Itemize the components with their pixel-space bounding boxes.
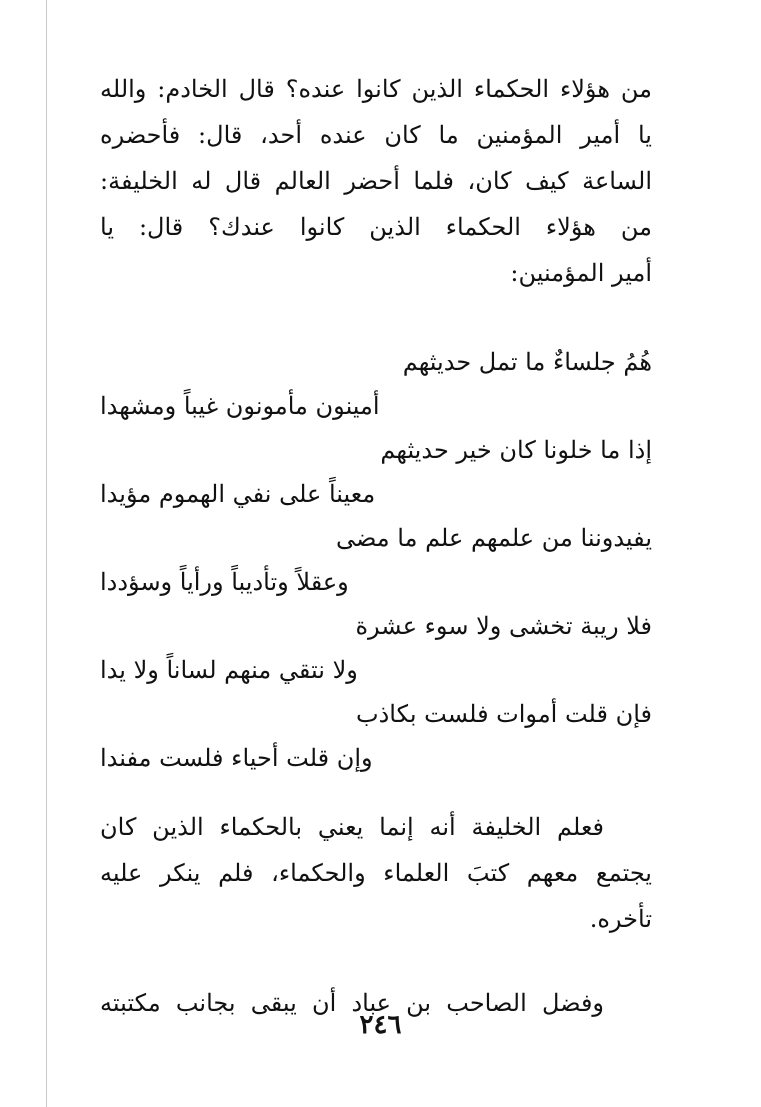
poem-verse-second-hemistich: وعقلاً وتأديباً ورأياً وسؤددا xyxy=(100,568,349,596)
margin-rule xyxy=(46,0,47,1107)
paragraph-1-line: الساعة كيف كان، فلما أحضر العالم قال له الخليفة: xyxy=(100,167,652,195)
paragraph-2-line: تأخره. xyxy=(589,905,652,933)
poem-verse-second-hemistich: أمينون مأمونون غيباً ومشهدا xyxy=(100,392,380,420)
page-body xyxy=(100,66,652,1026)
poem-verse-second-hemistich: معيناً على نفي الهموم مؤيدا xyxy=(100,480,376,508)
paragraph-2-line: يجتمع معهم كتبَ العلماء والحكماء، فلم ينكر عليه xyxy=(100,859,652,887)
poem-verse-first-hemistich: يفيدوننا من علمهم علم ما مضى xyxy=(335,524,652,552)
paragraph-2-line: فعلم الخليفة أنه إنما يعني بالحكماء الذين كان xyxy=(100,813,604,841)
paragraph-1-line: من هؤلاء الحكماء الذين كانوا عندك؟ قال: يا xyxy=(100,213,652,241)
paragraph-1 xyxy=(100,66,652,296)
paragraph-2 xyxy=(100,804,652,942)
poem-verse-second-hemistich: وإن قلت أحياء فلست مفندا xyxy=(100,744,373,772)
poem xyxy=(100,340,652,780)
paragraph-1-line: أمير المؤمنين: xyxy=(510,259,652,287)
poem-verse-first-hemistich: هُمُ جلساءٌ ما تمل حديثهم xyxy=(402,348,652,376)
paragraph-1-line: من هؤلاء الحكماء الذين كانوا عنده؟ قال الخادم: والله xyxy=(100,75,652,103)
page-number: ٢٤٦ xyxy=(359,1010,402,1040)
poem-verse-second-hemistich: ولا نتقي منهم لساناً ولا يدا xyxy=(100,656,358,684)
poem-verse-first-hemistich: إذا ما خلونا كان خير حديثهم xyxy=(380,436,652,464)
paragraph-1-line: يا أمير المؤمنين ما كان عنده أحد، قال: فأحضره xyxy=(100,121,652,149)
paragraph-3-line: وفضل الصاحب بن عباد أن يبقى بجانب مكتبته xyxy=(100,989,604,1017)
poem-verse-first-hemistich: فإن قلت أموات فلست بكاذب xyxy=(355,700,652,728)
poem-verse-first-hemistich: فلا ريبة تخشى ولا سوء عشرة xyxy=(355,612,652,640)
